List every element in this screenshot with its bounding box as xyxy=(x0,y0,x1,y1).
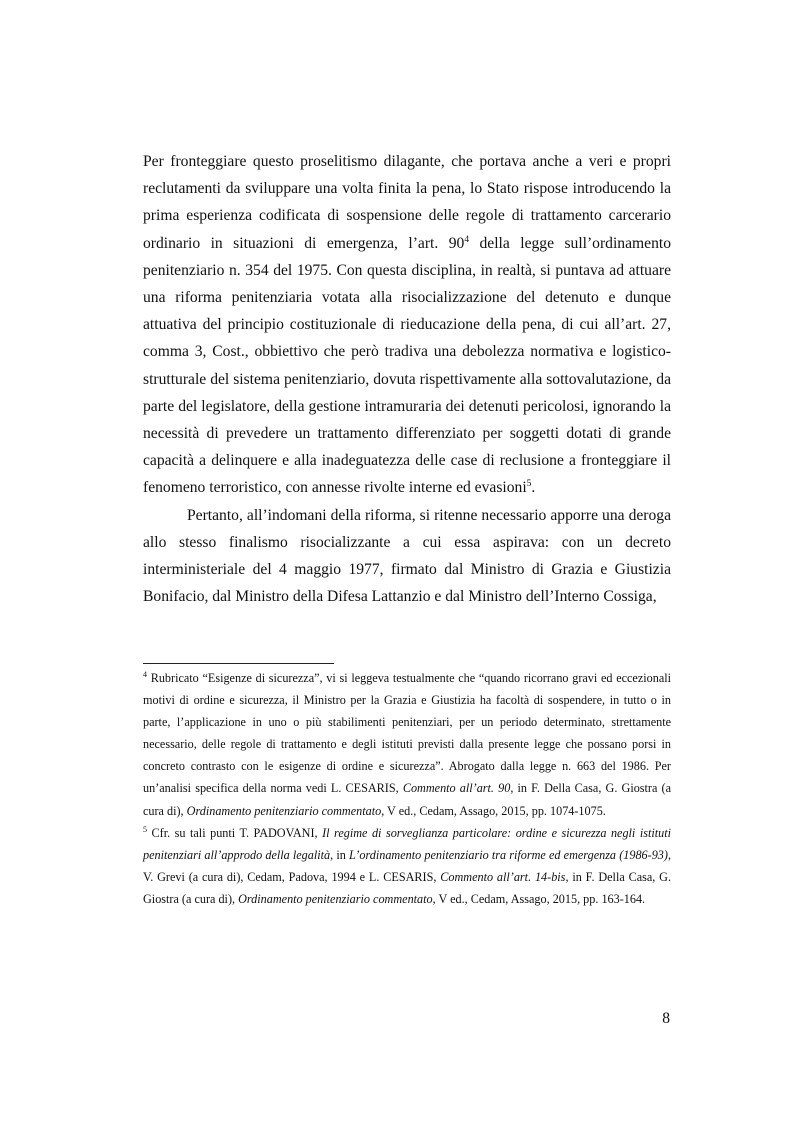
footnotes xyxy=(143,667,671,910)
footnote-4 xyxy=(143,667,671,822)
footnote-4-text-b: , in F. Della Casa, G. Giostra (a cura di), xyxy=(143,781,672,818)
body-text xyxy=(143,148,671,610)
footnote-5-text-e: , V ed., Cedam, Assago, 2015, pp. 163-164. xyxy=(432,891,646,906)
page-number: 8 xyxy=(662,1010,670,1027)
footnote-5-text-c: , V. Grevi (a cura di), Cedam, Padova, 1994 e L. CESARIS, xyxy=(143,847,671,884)
footnote-4-title-1: Commento all’art. 90 xyxy=(402,781,511,796)
paragraph-1-text-b: della legge sull’ordinamento penitenziario n. 354 del 1975. Con questa disciplina, in realtà, si puntava ad attuare una riforma penitenziaria votata alla risocializzazione del detenuto e dunque attuativa del principio costituzionale di rieducazione della pena, di cui all’art. 27, comma 3, Cost., obbiettivo che però tradiva una debolezza normativa e logistico-strutturale del sistema penitenziario, dovuta rispettivamente alla sottovalutazione, da parte del legislatore, della gestione intramuraria dei detenuti pericolosi, ignorando la necessità di prevedere un trattamento differenziato per soggetti dotati di grande capacità a delinquere e alla inadeguatezza delle case di reclusione a fronteggiare il fenomeno terroristico, con annesse rivolte interne ed evasioni xyxy=(143,234,671,497)
footnote-5 xyxy=(143,822,671,910)
footnote-4-text-c: , V ed., Cedam, Assago, 2015, pp. 1074-1075. xyxy=(381,803,606,818)
paragraph-1-text-c: . xyxy=(531,479,536,497)
footnote-5-title-4: Ordinamento penitenziario commentato xyxy=(238,891,433,906)
footnote-4-text-a: Rubricato “Esigenze di sicurezza”, vi si leggeva testualmente che “quando ricorrano gravi ed eccezionali motivi di ordine e sicurezza, il Ministro per la Grazia e Giustizia ha facoltà di sospendere, in tutto o in parte, l’applicazione in uno o più stabilimenti penitenziari, per un periodo determinato, strettamente necessario, delle regole di trattamento e degli istituti previsti dalla presente legge che possano porsi in concreto contrasto con le esigenze di ordine e sicurezza”. Abrogato dalla legge n. 663 del 1986. Per un’analisi specifica della norma vedi L. CESARIS, xyxy=(143,671,671,796)
footnote-5-text-d: , in F. Della Casa, G. Giostra (a cura di), xyxy=(143,869,672,906)
footnote-separator xyxy=(143,663,334,664)
footnote-5-title-2: L’ordinamento penitenziario tra riforme ed emergenza (1986-93) xyxy=(349,847,668,862)
footnote-ref-5[interactable]: 5 xyxy=(526,479,532,490)
footnote-5-number: 5 xyxy=(143,824,147,834)
footnote-5-text-a: Cfr. su tali punti T. PADOVANI, xyxy=(147,825,323,840)
paragraph-1-text-a: Per fronteggiare questo proselitismo dilagante, che portava anche a veri e propri reclutamenti da sviluppare una volta finita la pena, lo Stato rispose introducendo la prima esperienza codificata di sospensione delle regole di trattamento carcerario ordinario in situazioni di emergenza, l’art. 90 xyxy=(143,153,671,252)
footnote-ref-4[interactable]: 4 xyxy=(464,234,470,245)
footnote-5-text-b: , in xyxy=(330,847,349,862)
footnote-5-title-3: Commento all’art. 14-bis xyxy=(440,869,566,884)
footnote-5-title-1: Il regime di sorveglianza particolare: ordine e sicurezza negli istituti penitenziari all’approdo della legalità xyxy=(143,825,671,862)
footnote-4-title-2: Ordinamento penitenziario commentato xyxy=(186,803,382,818)
paragraph-1 xyxy=(143,148,671,502)
paragraph-2: Pertanto, all’indomani della riforma, si ritenne necessario apporre una deroga allo stesso finalismo risocializzante a cui essa aspirava: con un decreto interministeriale del 4 maggio 1977, firmato dal Ministro di Grazia e Giustizia Bonifacio, dal Ministro della Difesa Lattanzio e dal Ministro dell’Interno Cossiga, xyxy=(143,506,671,606)
footnote-4-number: 4 xyxy=(143,669,147,679)
